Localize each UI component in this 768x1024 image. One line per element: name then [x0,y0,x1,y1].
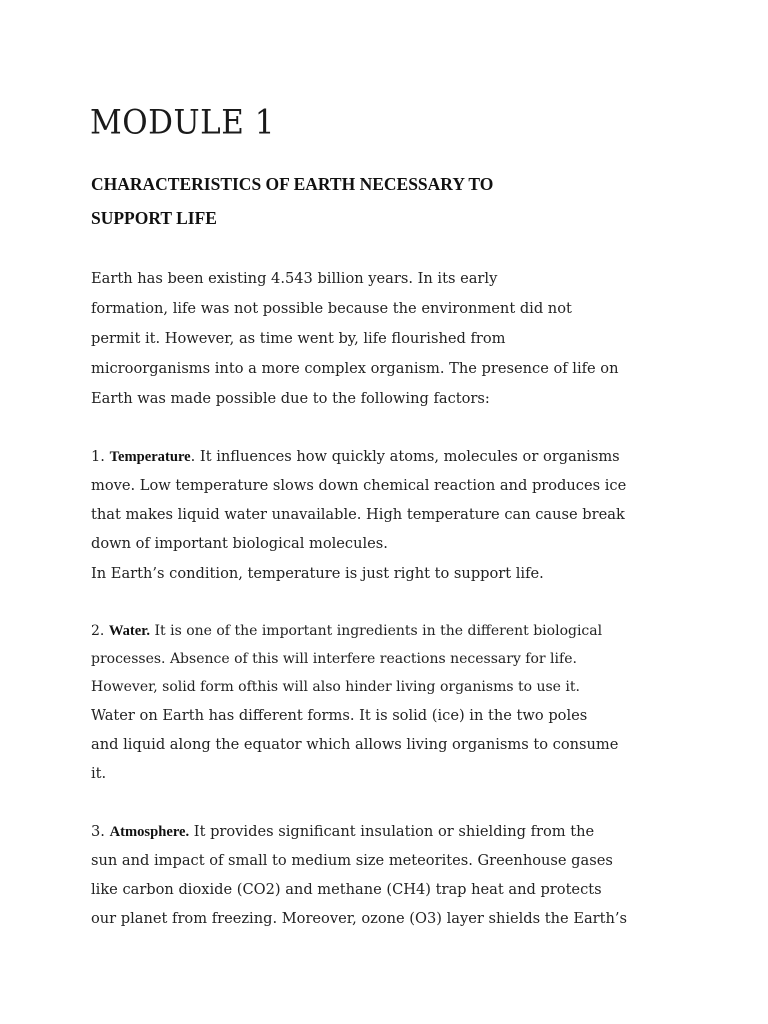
factor-water-line: processes. Absence of this will interfere reactions necessary for life. [91,651,577,667]
factor-number: 2. [91,623,105,639]
intro-line: Earth was made possible due to the following factors: [91,390,490,407]
factor-water-line: and liquid along the equator which allows living organisms to consume [91,736,619,753]
factor-temperature-line: that makes liquid water unavailable. High temperature can cause break [91,506,625,523]
factor-temperature-first-line [91,447,620,467]
factor-water-first-line [91,621,602,641]
factor-lead-text: It provides significant insulation or shielding from the [189,823,595,840]
factor-temperature-line: down of important biological molecules. [91,535,388,552]
factor-term-water: Water. [108,623,151,639]
factor-atmosphere-line: like carbon dioxide (CO2) and methane (CH4) trap heat and protects [91,881,602,898]
module-title: MODULE 1 [90,103,275,143]
factor-atmosphere-line: our planet from freezing. Moreover, ozone (O3) layer shields the Earth’s [91,910,628,927]
factor-number: 3. [91,823,105,840]
factor-water-line: Water on Earth has different forms. It is solid (ice) in the two poles [91,707,588,724]
factor-lead-text: . It influences how quickly atoms, molecules or organisms [190,448,620,465]
factor-term-temperature: Temperature [109,449,191,465]
factor-temperature-line: move. Low temperature slows down chemical reaction and produces ice [91,477,627,494]
intro-line: permit it. However, as time went by, life flourished from [91,330,506,347]
intro-line: microorganisms into a more complex organism. The presence of life on [91,360,619,377]
intro-line: formation, life was not possible because the environment did not [91,300,572,317]
factor-water-line: However, solid form ofthis will also hinder living organisms to use it. [91,679,580,695]
factor-atmosphere-first-line [91,822,594,842]
section-heading-line-2: SUPPORT LIFE [91,208,217,228]
factor-lead-text: It is one of the important ingredients in the different biological [150,623,603,639]
factor-atmosphere-line: sun and impact of small to medium size meteorites. Greenhouse gases [91,852,613,869]
factor-water-line: it. [91,765,107,782]
section-heading-line-1: CHARACTERISTICS OF EARTH NECESSARY TO [91,174,494,194]
factor-number: 1. [91,448,105,465]
factor-term-atmosphere: Atmosphere. [109,824,190,840]
intro-line: Earth has been existing 4.543 billion years. In its early [91,270,498,287]
factor-temperature-line: In Earth’s condition, temperature is just right to support life. [91,565,544,582]
